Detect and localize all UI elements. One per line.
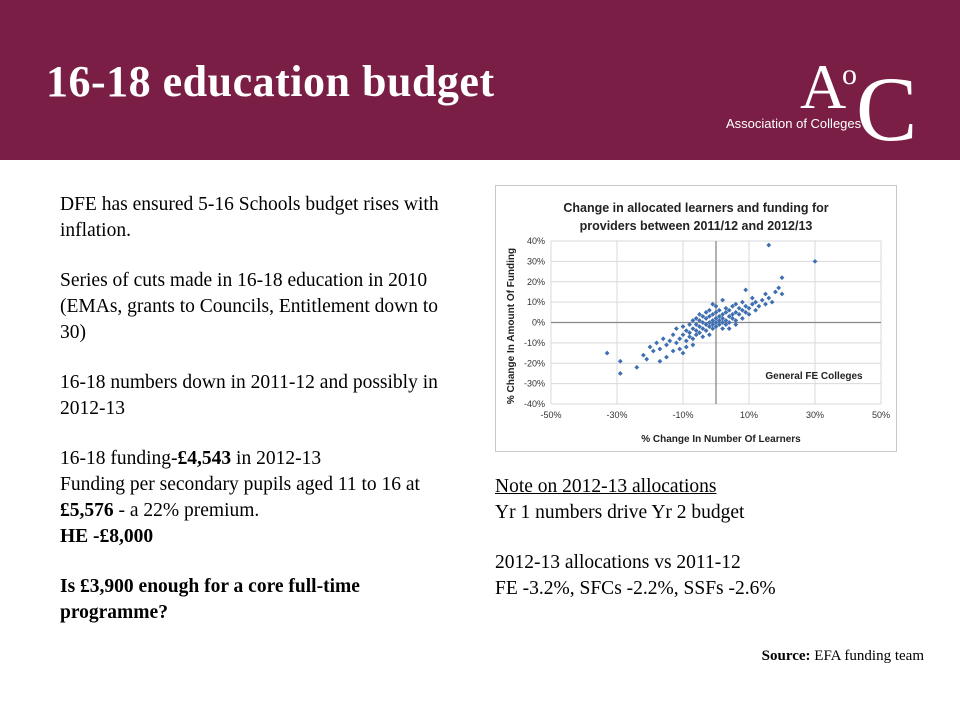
data-point [618,371,623,376]
data-point [727,326,732,331]
allocations-block [495,550,935,602]
chart-points [605,243,818,376]
y-tick-label: 40% [526,236,545,246]
para-numbers: 16-18 numbers down in 2011-12 and possibly in 2012-13 [60,372,438,419]
data-point [664,355,669,360]
note-line: Yr 1 numbers drive Yr 2 budget [495,502,745,523]
header-bar [0,0,960,160]
he-funding: HE -£8,000 [60,526,154,547]
left-text-column [60,192,450,650]
chart-annotation: General FE Colleges [765,371,863,382]
y-tick-label: 0% [531,317,545,328]
y-tick-label: 30% [526,256,545,267]
data-point [671,332,676,337]
data-point [661,336,666,341]
secondary-funding-text: Funding per secondary pupils aged 11 to 16 at [60,474,420,495]
logo-letter-c: C [856,58,918,148]
data-point [700,334,705,339]
logo-letter-o: o [842,58,857,91]
data-point [780,292,785,297]
data-point [605,351,610,356]
data-point [763,292,768,297]
logo-text: Association of Colleges [726,116,862,131]
secondary-funding-amount: £5,576 [60,500,114,521]
chart-title-line-2: providers between 2011/12 and 2012/13 [579,219,813,233]
funding-year: in 2012-13 [231,448,322,469]
allocations-title: 2012-13 allocations vs 2011-12 [495,552,741,573]
scatter-chart-panel [495,185,897,452]
data-point [766,296,771,301]
right-text-column [495,474,935,626]
data-point [681,351,686,356]
x-tick-label: -30% [606,410,628,420]
premium-text: - a 22% premium. [113,500,260,521]
data-point [641,353,646,358]
x-tick-label: 10% [739,410,759,420]
data-point [740,300,745,305]
data-point [681,324,686,329]
x-tick-label: -50% [540,410,562,420]
note-title: Note on 2012-13 allocations [495,476,717,497]
x-tick-label: 50% [871,410,891,420]
allocations-line: FE -3.2%, SFCs -2.2%, SSFs -2.6% [495,578,776,599]
data-point [634,365,639,370]
source-text: EFA funding team [810,648,924,664]
source-note [762,648,924,665]
x-tick-label: 30% [805,410,825,420]
note-block [495,474,935,526]
data-point [770,300,775,305]
data-point [743,288,748,293]
para-funding [60,446,450,550]
para-inflation: DFE has ensured 5-16 Schools budget rises with inflation. [60,194,439,241]
chart-y-axis-label: % Change In Amount Of Funding [506,247,517,405]
data-point [750,296,755,301]
question-text: Is £3,900 enough for a core full-time programme? [60,576,360,623]
logo-letter-a: A [800,51,847,122]
para-question [60,574,450,626]
data-point [677,336,682,341]
para-cuts: Series of cuts made in 16-18 education in 2010 (EMAs, grants to Councils, Entitlement down to 30) [60,270,439,343]
y-tick-label: -40% [523,399,545,409]
y-tick-label: -20% [523,358,545,369]
data-point [773,290,778,295]
data-point [757,304,762,309]
funding-amount: £4,543 [177,448,232,469]
data-point [648,345,653,350]
data-point [654,340,659,345]
data-point [753,308,758,313]
data-point [674,326,679,331]
y-tick-label: -30% [523,378,545,389]
data-point [707,332,712,337]
aoc-logo [720,48,940,148]
data-point [684,345,689,350]
data-point [813,259,818,264]
data-point [720,326,725,331]
data-point [674,340,679,345]
data-point [766,243,771,248]
data-point [776,285,781,290]
data-point [651,349,656,354]
y-tick-label: 20% [526,276,545,287]
y-tick-label: -10% [523,337,545,348]
chart-ticks [524,236,890,420]
data-point [740,316,745,321]
y-tick-label: 10% [526,297,545,308]
chart-x-axis-label: % Change In Number Of Learners [641,434,801,445]
data-point [658,347,663,352]
source-label: Source: [761,648,811,664]
data-point [677,347,682,352]
page-title: 16-18 education budget [46,57,495,106]
chart-title-line-1: Change in allocated learners and funding for [563,201,829,215]
data-point [780,275,785,280]
scatter-chart [496,186,896,451]
funding-prefix: 16-18 funding- [60,448,178,469]
data-point [681,332,686,337]
data-point [671,349,676,354]
data-point [644,357,649,362]
x-tick-label: -10% [672,410,694,420]
